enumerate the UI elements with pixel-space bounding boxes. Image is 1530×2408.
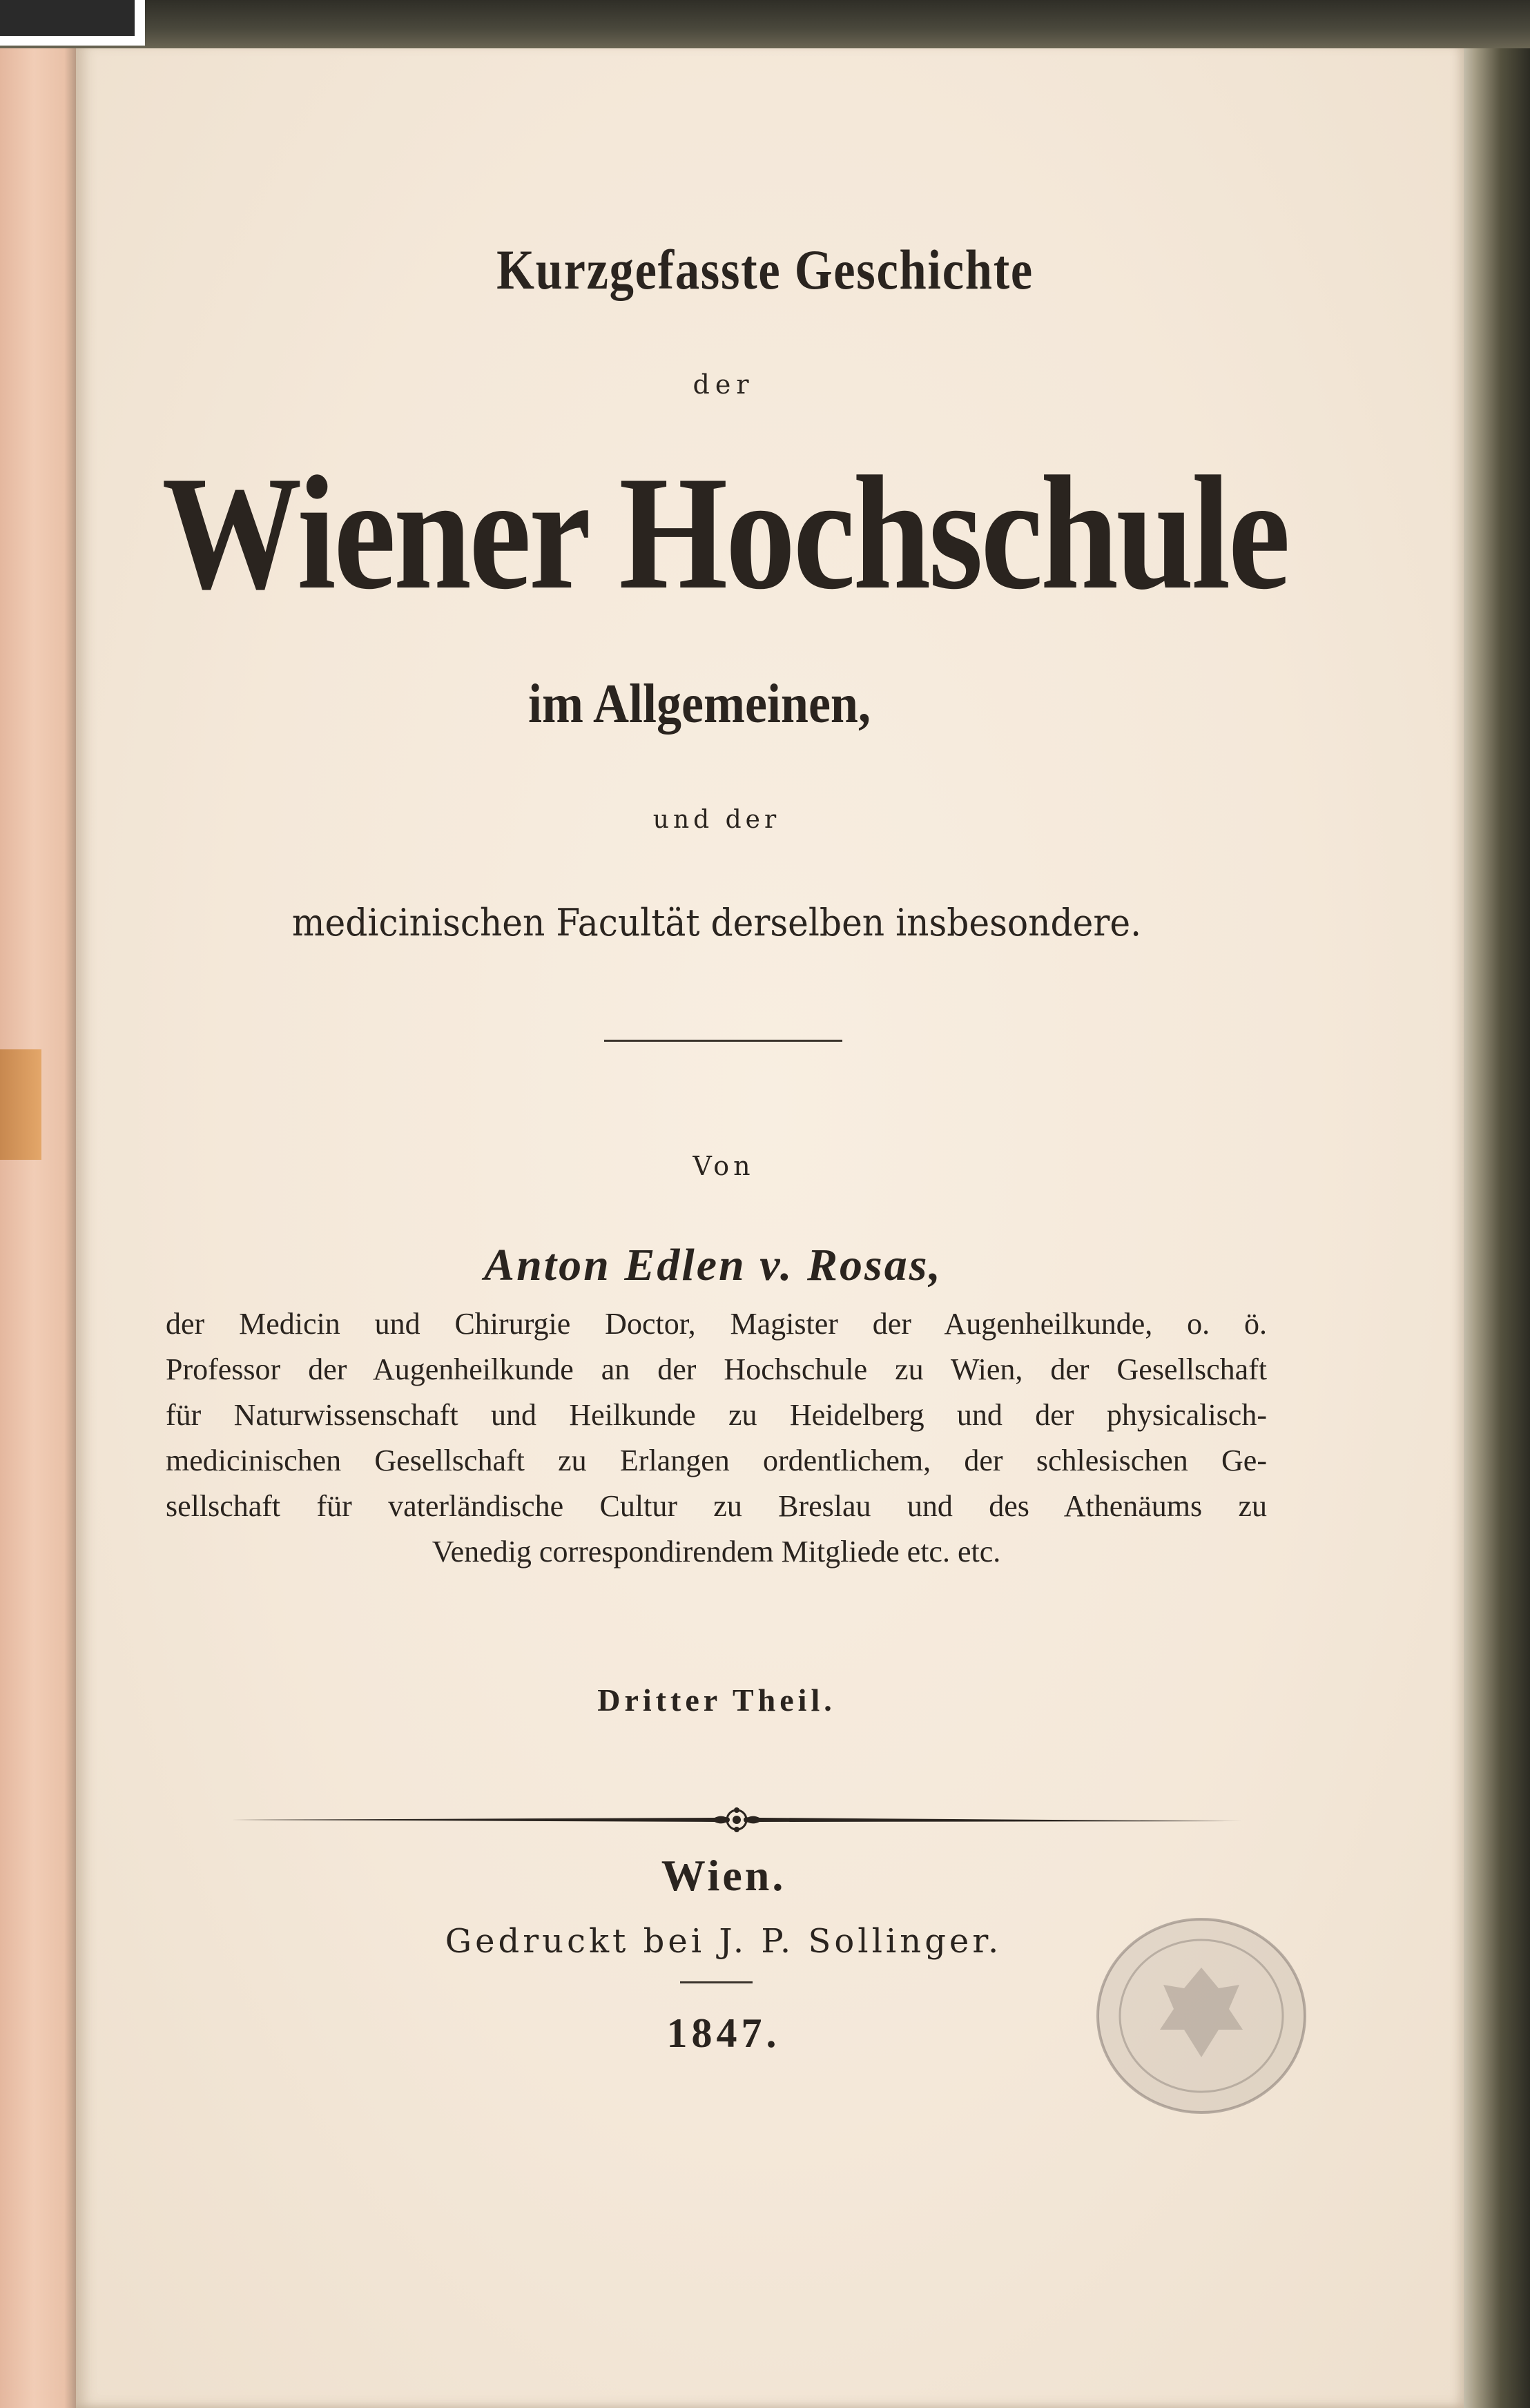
title-line-6: medicinischen Facultät derselben insbesondere. <box>291 901 1142 944</box>
credentials-line: Professor der Augenheilkunde an der Hochschule zu Wien, der Gesellschaft <box>166 1352 1267 1386</box>
paper-label-tab <box>0 1049 41 1160</box>
top-binding-edge <box>0 0 1530 48</box>
title-line-5: und der <box>652 806 781 834</box>
credentials-line: sellschaft für vaterländische Cultur zu Breslau und des Athenäums zu <box>166 1489 1267 1523</box>
credentials-line: der Medicin und Chirurgie Doctor, Magister der Augenheilkunde, o. ö. <box>166 1307 1267 1341</box>
credentials-line: für Naturwissenschaft und Heilkunde zu Heidelberg und der physicalisch- <box>166 1398 1267 1432</box>
volume-label: Dritter Theil. <box>597 1682 836 1718</box>
library-stamp-icon <box>1091 1912 1312 2119</box>
title-line-4: im Allgemeinen, <box>528 674 871 735</box>
author-credentials <box>166 1301 1267 1575</box>
by-line: Von <box>693 1151 755 1181</box>
title-line-2: der <box>693 369 755 400</box>
credentials-line: Venedig correspondirendem Mitgliede etc. etc. <box>432 1535 1001 1569</box>
title-line-1: Kurzgefasste Geschichte <box>496 238 1034 301</box>
printer-line: Gedruckt bei J. P. Sollinger. <box>445 1922 1003 1961</box>
divider-rule <box>604 1040 842 1042</box>
credentials-line: medicinischen Gesellschaft zu Erlangen ordentlichem, der schlesischen Ge- <box>166 1444 1267 1477</box>
main-title: Wiener Hochschule <box>162 443 1288 623</box>
place-of-publication: Wien. <box>661 1851 786 1900</box>
author-name: Anton Edlen v. Rosas, <box>484 1240 942 1290</box>
ornamental-rule-icon <box>231 1804 1243 1836</box>
short-divider-rule <box>680 1981 753 1983</box>
corner-tab-dark <box>0 0 135 36</box>
publication-year: 1847. <box>666 2010 781 2056</box>
